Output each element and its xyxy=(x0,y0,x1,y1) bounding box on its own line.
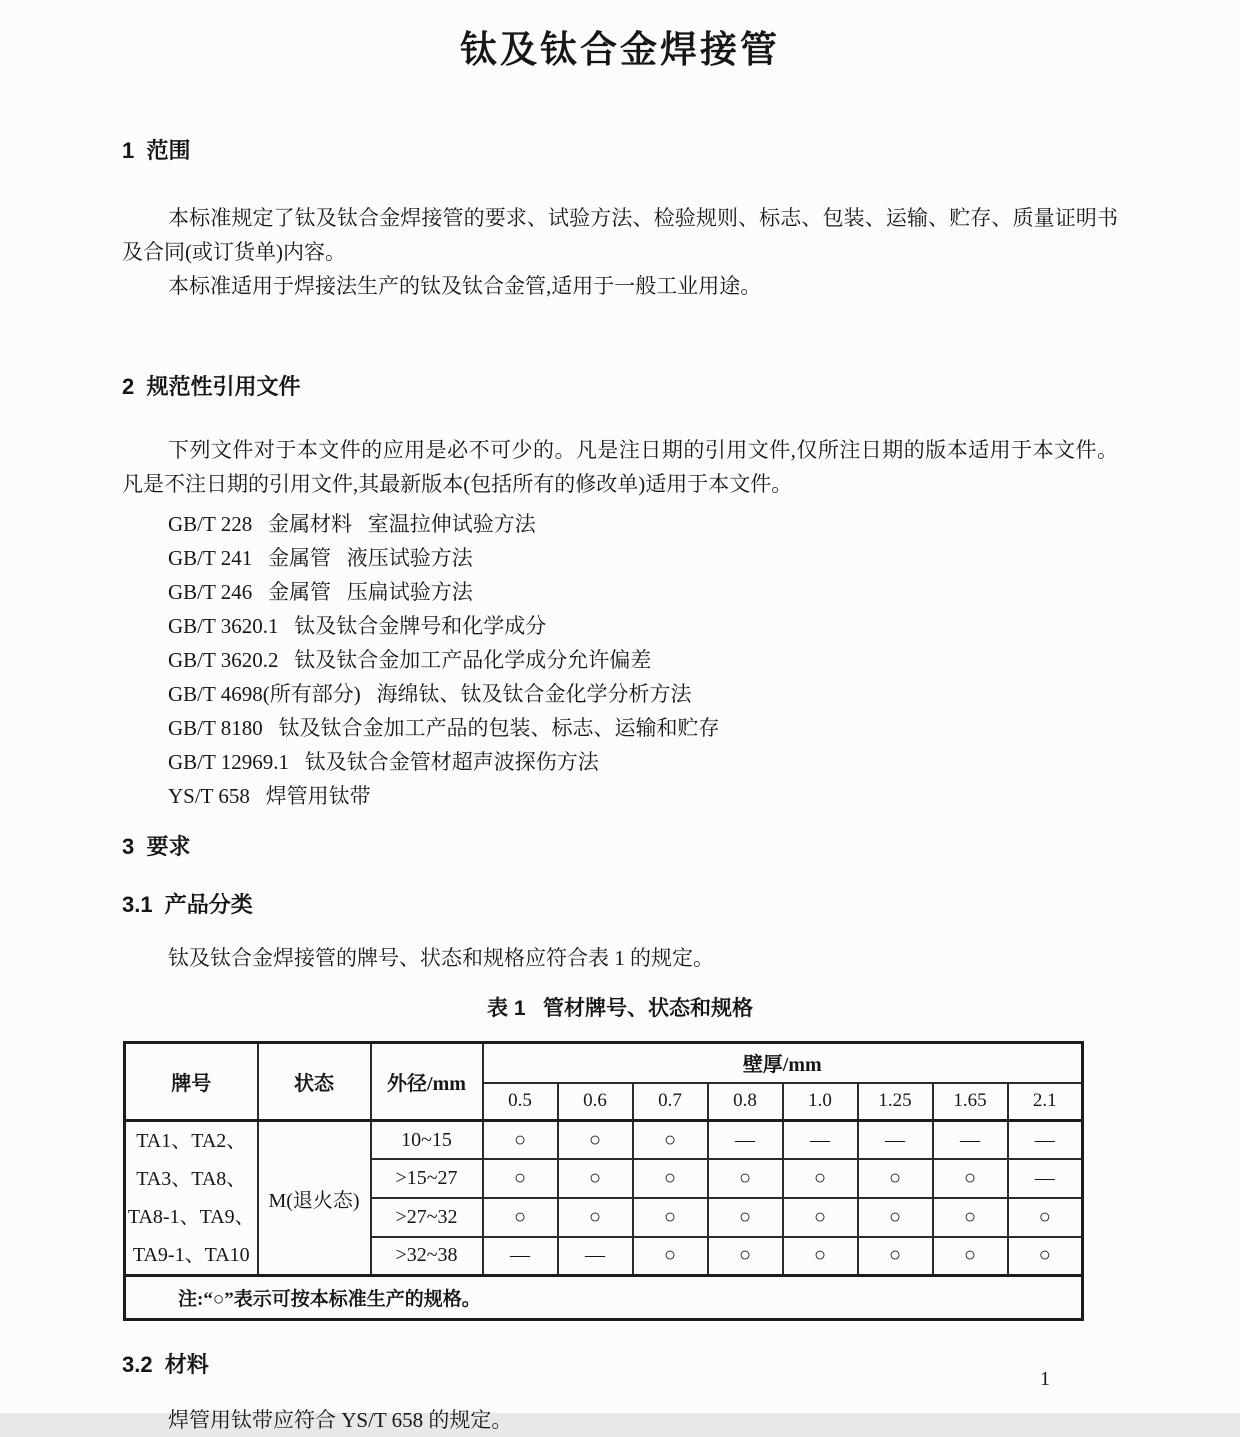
reference-item: GB/T 4698(所有部分) 海绵钛、钛及钛合金化学分析方法 xyxy=(168,682,692,706)
grade-line: TA9-1、TA10 xyxy=(132,1244,250,1266)
grade-line: TA1、TA2、 xyxy=(136,1130,247,1152)
scope-paragraph-1: 本标准规定了钛及钛合金焊接管的要求、试验方法、检验规则、标志、包装、运输、贮存、质量证明书及合同(或订货单)内容。 xyxy=(122,206,1118,264)
spec-cell: — xyxy=(558,1237,633,1276)
spec-cell: — xyxy=(933,1121,1008,1160)
spec-cell: ○ xyxy=(858,1159,933,1198)
spec-cell: — xyxy=(708,1121,783,1160)
reference-item: YS/T 658 焊管用钛带 xyxy=(168,784,371,808)
classification-paragraph: 钛及钛合金焊接管的牌号、状态和规格应符合表 1 的规定。 xyxy=(168,946,714,970)
reference-item: GB/T 8180 钛及钛合金加工产品的包装、标志、运输和贮存 xyxy=(168,716,720,740)
table-note: 注:“○”表示可按本标准生产的规格。 xyxy=(125,1276,1083,1320)
reference-item: GB/T 246 金属管 压扁试验方法 xyxy=(168,580,473,604)
spec-cell: — xyxy=(1008,1121,1083,1160)
reference-item: GB/T 3620.2 钛及钛合金加工产品化学成分允许偏差 xyxy=(168,648,652,672)
spec-cell: — xyxy=(483,1237,558,1276)
table-row xyxy=(125,1121,1083,1160)
thickness-col-header: 1.25 xyxy=(858,1083,933,1121)
scope-paragraph-2: 本标准适用于焊接法生产的钛及钛合金管,适用于一般工业用途。 xyxy=(168,274,762,298)
page-number: 1 xyxy=(1040,1368,1050,1390)
thickness-col-header: 0.8 xyxy=(708,1083,783,1121)
reference-item: GB/T 228 金属材料 室温拉伸试验方法 xyxy=(168,512,536,536)
reference-item: GB/T 3620.1 钛及钛合金牌号和化学成分 xyxy=(168,614,547,638)
section-2-heading: 2 规范性引用文件 xyxy=(122,374,301,399)
spec-cell: — xyxy=(783,1121,858,1160)
od-cell: >27~32 xyxy=(371,1198,483,1237)
state-column-header: 状态 xyxy=(258,1043,371,1121)
thickness-col-header: 1.0 xyxy=(783,1083,858,1121)
spec-cell: ○ xyxy=(708,1198,783,1237)
spec-cell: ○ xyxy=(1008,1198,1083,1237)
spec-cell: ○ xyxy=(558,1159,633,1198)
thickness-col-header: 0.7 xyxy=(633,1083,708,1121)
spec-cell: ○ xyxy=(858,1198,933,1237)
thickness-col-header: 0.6 xyxy=(558,1083,633,1121)
reference-item: GB/T 241 金属管 液压试验方法 xyxy=(168,546,473,570)
material-paragraph: 焊管用钛带应符合 YS/T 658 的规定。 xyxy=(168,1408,513,1432)
od-column-header: 外径/mm xyxy=(371,1043,483,1121)
section-3-heading: 3 要求 xyxy=(122,834,191,859)
grade-cell xyxy=(125,1121,258,1276)
spec-cell: ○ xyxy=(708,1159,783,1198)
grade-line: TA3、TA8、 xyxy=(136,1168,247,1190)
spec-cell: ○ xyxy=(933,1198,1008,1237)
spec-cell: ○ xyxy=(783,1159,858,1198)
reference-item: GB/T 12969.1 钛及钛合金管材超声波探伤方法 xyxy=(168,750,599,774)
table-1-caption: 表 1 管材牌号、状态和规格 xyxy=(486,997,754,1020)
spec-cell: ○ xyxy=(708,1237,783,1276)
document-title: 钛及钛合金焊接管 xyxy=(460,29,780,70)
spec-cell: ○ xyxy=(783,1198,858,1237)
thickness-col-header: 0.5 xyxy=(483,1083,558,1121)
section-3-2-heading: 3.2 材料 xyxy=(122,1352,209,1377)
table-1 xyxy=(123,1041,1084,1321)
od-cell: >15~27 xyxy=(371,1159,483,1198)
spec-cell: ○ xyxy=(633,1159,708,1198)
spec-cell: ○ xyxy=(483,1121,558,1160)
thickness-col-header: 2.1 xyxy=(1008,1083,1083,1121)
spec-cell: ○ xyxy=(633,1121,708,1160)
spec-cell: ○ xyxy=(558,1198,633,1237)
spec-cell: ○ xyxy=(483,1198,558,1237)
wall-thickness-header: 壁厚/mm xyxy=(483,1043,1083,1083)
spec-cell: ○ xyxy=(483,1159,558,1198)
spec-cell: ○ xyxy=(558,1121,633,1160)
state-cell: M(退火态) xyxy=(258,1121,371,1276)
spec-cell: — xyxy=(858,1121,933,1160)
spec-cell: ○ xyxy=(858,1237,933,1276)
thickness-col-header: 1.65 xyxy=(933,1083,1008,1121)
grade-column-header: 牌号 xyxy=(125,1043,258,1121)
spec-cell: ○ xyxy=(1008,1237,1083,1276)
spec-cell: ○ xyxy=(633,1237,708,1276)
spec-cell: ○ xyxy=(933,1159,1008,1198)
section-3-1-heading: 3.1 产品分类 xyxy=(122,892,253,917)
od-cell: 10~15 xyxy=(371,1121,483,1160)
references-list xyxy=(122,507,1118,813)
spec-cell: ○ xyxy=(783,1237,858,1276)
od-cell: >32~38 xyxy=(371,1237,483,1276)
grade-line: TA8-1、TA9、 xyxy=(127,1206,255,1228)
spec-cell: — xyxy=(1008,1159,1083,1198)
spec-cell: ○ xyxy=(933,1237,1008,1276)
references-intro: 下列文件对于本文件的应用是必不可少的。凡是注日期的引用文件,仅所注日期的版本适用于本文件。凡是不注日期的引用文件,其最新版本(包括所有的修改单)适用于本文件。 xyxy=(122,438,1118,496)
table-note-row xyxy=(125,1276,1083,1320)
section-1-heading: 1 范围 xyxy=(122,138,191,163)
spec-cell: ○ xyxy=(633,1198,708,1237)
